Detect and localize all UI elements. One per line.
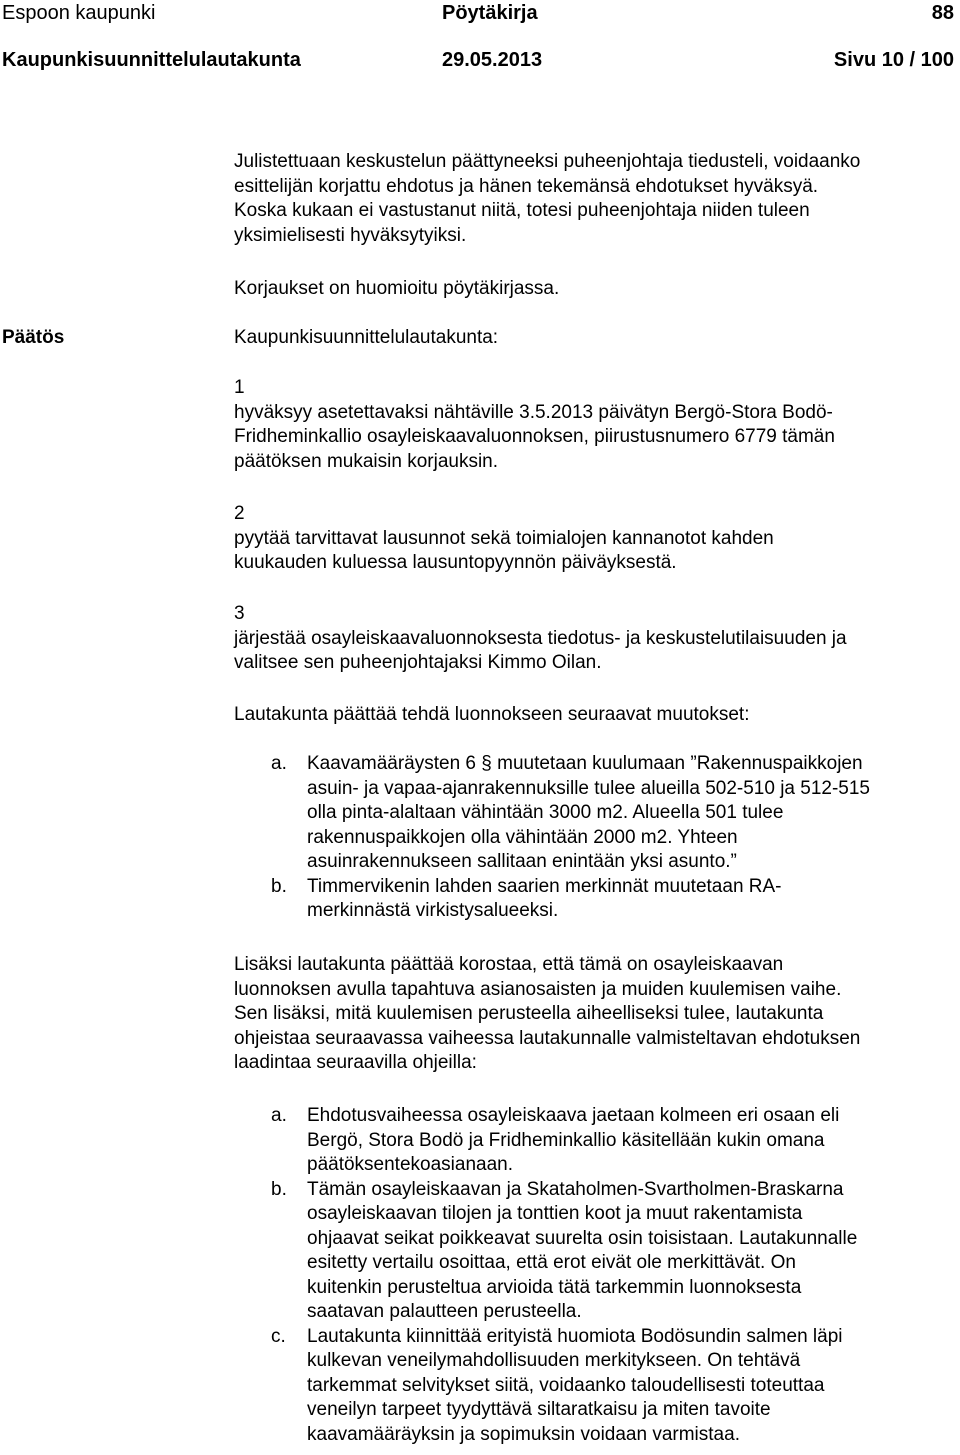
text-line: osayleiskaavan tilojen ja tonttien koot ja muut rakentamista: [307, 1203, 803, 1224]
text-line: luonnoksen avulla tapahtuva asianosaisten ja muiden kuulemisen vaihe.: [234, 978, 842, 1000]
corrections-note: Korjaukset on huomioitu pöytäkirjassa.: [234, 278, 560, 299]
text-line: asuin- ja vapaa-ajanrakennuksille tulee alueilla 502-510 ja 512-515: [307, 777, 870, 799]
text-line: tarkemmat selvitykset siitä, voidaanko taloudellisesti toteuttaa: [307, 1374, 825, 1396]
text-line: laadintaa seuraavilla ohjeilla:: [234, 1052, 477, 1073]
text-line: veneilyn tarpeet tyydyttävä siltaratkaisu ja miten tavoite: [307, 1399, 771, 1420]
text-line: Bergö, Stora Bodö ja Fridheminkallio käsitellään kukin omana: [307, 1129, 825, 1151]
list-item: [271, 875, 870, 924]
text-line: yksimielisesti hyväksytyiksi.: [234, 224, 467, 246]
text-line: kuitenkin perusteltua arvioida tätä tarkemmin luonnoksesta: [307, 1276, 802, 1298]
item-number: 2: [234, 503, 245, 524]
document-type: Pöytäkirja: [442, 2, 538, 24]
text-line: kulkevan veneilymahdollisuuden merkitykseen. On tehtävä: [307, 1350, 801, 1371]
text-line: Fridheminkallio osayleiskaavaluonnoksen, piirustusnumero 6779 tämän: [234, 426, 835, 447]
list-item: [271, 1325, 857, 1448]
text-line: Lautakunta kiinnittää erityistä huomiota Bodösundin salmen läpi: [307, 1325, 843, 1347]
list-item: [271, 1178, 857, 1325]
text-line: asuinrakennukseen sallitaan enintään yksi asunto.”: [307, 851, 737, 872]
list-marker: a.: [271, 753, 287, 774]
text-line: valitsee sen puheenjohtajaksi Kimmo Oilan.: [234, 652, 602, 673]
list-item: [271, 1104, 857, 1178]
text-line: järjestää osayleiskaavaluonnoksesta tiedotus- ja keskustelutilaisuuden ja: [234, 627, 847, 649]
list-item: [271, 752, 870, 875]
list-marker: c.: [271, 1325, 286, 1347]
item-number: 3: [234, 603, 245, 624]
text-line: kaavamääräyksin ja sopimuksin voidaan varmistaa.: [307, 1423, 740, 1445]
document-number: 88: [931, 2, 954, 24]
intro-paragraph: [234, 150, 956, 248]
changes-intro: Lautakunta päättää tehdä luonnokseen seuraavat muutokset:: [234, 704, 750, 725]
list-marker: b.: [271, 1178, 287, 1200]
text-line: esitetty vertailu osoittaa, että erot eivät ole merkittävät. On: [307, 1252, 796, 1273]
text-line: olla pinta-alaltaan vähintään 3000 m2. Alueella 501 tulee: [307, 802, 784, 823]
text-line: Julistettuaan keskustelun päättyneeksi puheenjohtaja tiedusteli, voidaanko: [234, 151, 861, 172]
text-line: päätöksen mukaisin korjauksin.: [234, 450, 499, 472]
text-line: Kaavamääräysten 6 § muutetaan kuulumaan ”Rakennuspaikkojen: [307, 753, 863, 774]
text-line: Timmervikenin lahden saarien merkinnät muutetaan RA-: [307, 875, 782, 897]
instructions-list: [271, 1104, 857, 1447]
text-line: esittelijän korjattu ehdotus ja hänen tekemänsä ehdotukset hyväksyä.: [234, 175, 819, 197]
item-number: 1: [234, 377, 245, 398]
text-line: päätöksentekoasianaan.: [307, 1154, 513, 1175]
organization-name: Espoon kaupunki: [2, 2, 156, 24]
list-marker: b.: [271, 875, 287, 897]
decision-committee-heading: Kaupunkisuunnittelulautakunta:: [234, 327, 499, 348]
text-line: pyytää tarvittavat lausunnot sekä toimialojen kannanotot kahden: [234, 527, 774, 549]
meeting-date: 29.05.2013: [442, 49, 543, 71]
text-line: Tämän osayleiskaavan ja Skataholmen-Svartholmen-Braskarna: [307, 1178, 844, 1200]
changes-list: [271, 752, 870, 924]
decision-item-3: [234, 602, 956, 676]
text-line: hyväksyy asetettavaksi nähtäville 3.5.2013 päivätyn Bergö-Stora Bodö-: [234, 401, 833, 423]
text-line: Sen lisäksi, mitä kuulemisen perusteella aiheelliseksi tulee, lautakunta: [234, 1003, 824, 1024]
text-line: Ehdotusvaiheessa osayleiskaava jaetaan kolmeen eri osaan eli: [307, 1105, 840, 1126]
list-marker: a.: [271, 1105, 287, 1126]
decision-item-2: [234, 502, 956, 576]
page-indicator: Sivu 10 / 100: [833, 49, 954, 71]
decision-label: Päätös: [2, 327, 65, 348]
text-line: Lisäksi lautakunta päättää korostaa, että tämä on osayleiskaavan: [234, 954, 784, 975]
text-line: Koska kukaan ei vastustanut niitä, totesi puheenjohtaja niiden tuleen: [234, 200, 810, 221]
text-line: ohjaavat seikat poikkeavat suurelta osin toisistaan. Lautakunnalle: [307, 1227, 858, 1249]
committee-name: Kaupunkisuunnittelulautakunta: [2, 49, 301, 71]
text-line: saatavan palautteen perusteella.: [307, 1301, 582, 1322]
text-line: ohjeistaa seuraavassa vaiheessa lautakunnalle valmisteltavan ehdotuksen: [234, 1027, 861, 1049]
text-line: kuukauden kuluessa lausuntopyynnön päiväyksestä.: [234, 552, 677, 573]
text-line: rakennuspaikkojen olla vähintään 2000 m2. Yhteen: [307, 826, 738, 848]
text-line: merkinnästä virkistysalueeksi.: [307, 900, 559, 921]
additional-paragraph: [234, 953, 956, 1076]
decision-item-1: [234, 376, 956, 474]
